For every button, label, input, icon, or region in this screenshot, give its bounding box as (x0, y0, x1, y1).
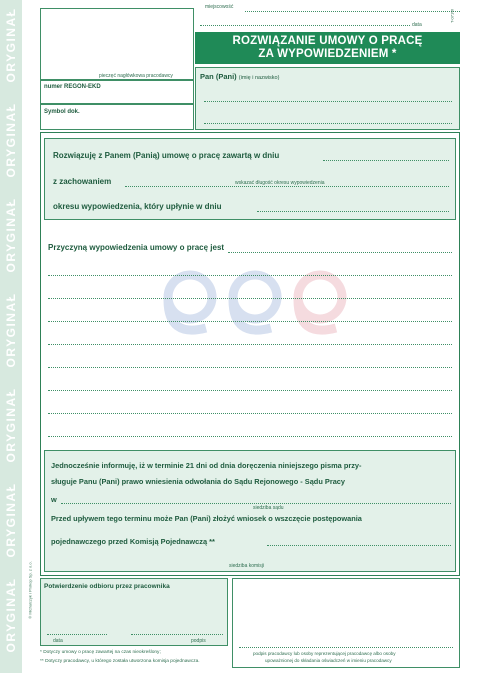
employer-stamp-box[interactable] (40, 8, 194, 80)
appeal-text-4: Przed upływem tego terminu może Pan (Pani) złożyć wniosek o wszczęcie postępowania (51, 514, 362, 523)
employer-signature-label-1: podpis pracodawcy lub osoby reprezentującej pracodawcę albo osoby (253, 651, 396, 656)
court-hint: siedziba sądu (253, 505, 284, 511)
document-title (195, 32, 460, 64)
reason-line[interactable] (48, 390, 452, 391)
reason-line[interactable] (48, 275, 452, 276)
form-page: ORYGINAŁ ORYGINAŁ ORYGINAŁ ORYGINAŁ ORYGINAŁ ORYGINAŁ ORYGINAŁ © Michalczyk i Prokop Sp. z o.o. pieczęć nagłówkowa pracodawcy numer REGON-EKD Symbol dok. miejscowość data T-071W ROZWIĄZANIE UMOWY O PRACĘ ZA WYPOWIEDZENIEM * Pan (Pani) (imię i nazwisko) Rozwiązuję z Panem (Panią) umowę o pracę zawartą w dniu z zachowaniem wskazać długość okresu wypowiedzenia okresu wypowiedzenia, który upłynie w dniu Przyczyną wypowiedzenia umowy o pracę jest Jednocześnie informuję, iż w terminie 21 dni od dnia doręczenia niniejszego pisma przy- sługuje Panu (Pani) prawo wniesienia odwołania do Sądu Rejonowego - Sądu Pracy w siedziba sądu Przed upływem tego terminu może Pan (Pani) złożyć wniosek o wszczęcie postępowania pojednawczego przed Komisją Pojednawczą ** siedziba komisji Potwierdzenie odbioru przez pracownika data podpis podpis pracodawcy lub osoby reprezentującej pracodawcę albo osoby upoważnionej do składania oświadczeń w imieniu pracodawcy * Dotyczy umowy o pracę zawartej na czas nieokreślony; ** Dotyczy pracodawcy, u którego została utworzona komisja pojednawcza. (0, 0, 480, 673)
appeal-info-block (44, 450, 456, 572)
side-strip: ORYGINAŁ ORYGINAŁ ORYGINAŁ ORYGINAŁ ORYGINAŁ ORYGINAŁ ORYGINAŁ (0, 0, 22, 673)
regon-label: numer REGON-EKD (44, 84, 101, 90)
reason-line[interactable] (48, 367, 452, 368)
notice-period-line[interactable] (125, 186, 449, 187)
reason-label: Przyczyną wypowiedzenia umowy o pracę jest (48, 243, 225, 252)
recipient-box[interactable] (195, 67, 460, 130)
employer-signature-box[interactable] (232, 578, 460, 668)
title-line-2: ZA WYPOWIEDZENIEM * (258, 48, 397, 60)
date-label: data (412, 22, 422, 28)
place-line[interactable] (245, 11, 460, 12)
title-line-1: ROZWIĄZANIE UMOWY O PRACĘ (232, 35, 423, 47)
appeal-text-2: sługuje Panu (Pani) prawo wniesienia odwołania do Sądu Rejonowego - Sądu Pracy (51, 477, 346, 486)
termination-block (44, 138, 456, 220)
appeal-text-3: w (51, 495, 57, 504)
receipt-date-label: data (53, 638, 63, 644)
footnote-2: ** Dotyczy pracodawcy, u którego została utworzona komisja pojednawcza. (40, 659, 200, 664)
regon-field[interactable] (40, 80, 194, 104)
reason-line[interactable] (48, 344, 452, 345)
reason-line[interactable] (48, 298, 452, 299)
stamp-label: pieczęć nagłówkowa pracodawcy (99, 73, 173, 79)
termination-line-2: z zachowaniem (53, 177, 112, 186)
reason-line[interactable] (48, 413, 452, 414)
receipt-signature-line[interactable] (131, 634, 223, 635)
receipt-date-line[interactable] (47, 634, 107, 635)
recipient-line[interactable] (204, 101, 452, 102)
footnote-1: * Dotyczy umowy o pracę zawartej na czas nieokreślony; (40, 650, 161, 655)
notice-period-hint: wskazać długość okresu wypowiedzenia (235, 180, 325, 186)
termination-line-3: okresu wypowiedzenia, który upłynie w dniu (53, 202, 222, 211)
commission-line[interactable] (267, 545, 451, 546)
appeal-text-5: pojednawczego przed Komisją Pojednawczą ** (51, 537, 215, 546)
employer-signature-label-2: upoważnionej do składania oświadczeń w imieniu pracodawcy (265, 658, 392, 663)
appeal-text-1: Jednocześnie informuję, iż w terminie 21 dni od dnia doręczenia niniejszego pisma przy- (51, 461, 362, 470)
termination-line-1: Rozwiązuję z Panem (Panią) umowę o pracę zawartą w dniu (53, 151, 280, 160)
receipt-signature-label: podpis (191, 638, 206, 644)
receipt-title: Potwierdzenie odbioru przez pracownika (44, 583, 170, 590)
document-symbol-field[interactable] (40, 104, 194, 130)
recipient-line[interactable] (204, 123, 452, 124)
reason-line[interactable] (48, 321, 452, 322)
employee-receipt-box[interactable] (40, 578, 228, 646)
court-line[interactable] (61, 503, 451, 504)
contract-date-line[interactable] (323, 160, 449, 161)
recipient-label: Pan (Pani) (imię i nazwisko) (200, 72, 280, 81)
commission-hint: siedziba komisji (229, 563, 265, 569)
notice-end-line[interactable] (257, 211, 449, 212)
date-line[interactable] (200, 25, 410, 26)
publisher-logo-watermark (150, 245, 370, 345)
symbol-label: Symbol dok. (44, 109, 80, 115)
place-label: miejscowość (205, 4, 234, 10)
employer-signature-line[interactable] (239, 647, 453, 648)
reason-line[interactable] (48, 436, 452, 437)
